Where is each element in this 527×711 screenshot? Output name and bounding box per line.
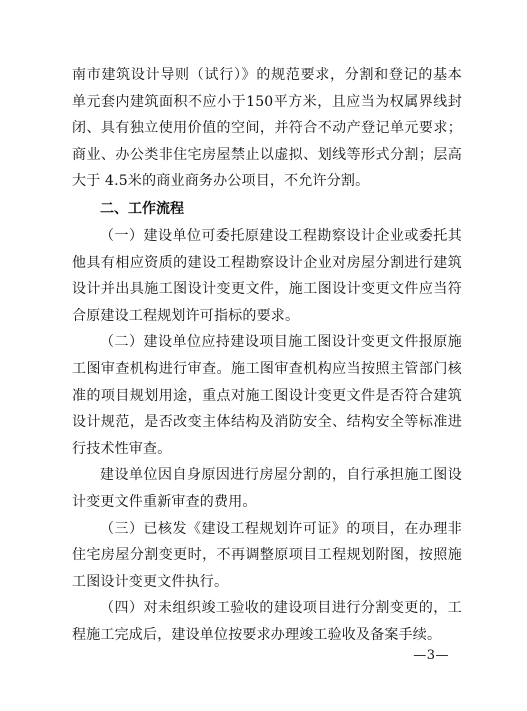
paragraph-cost-note: 建设单位因自身原因进行房屋分割的，自行承担施工图设计变更文件重新审查的费用。 — [72, 467, 462, 510]
paragraph-step-2: （二）建设单位应持建设项目施工图设计变更文件报原施工图审查机构进行审查。施工图审查机构应当按照主管部门核准的项目规划用途，重点对施工图设计变更文件是否符合建筑设计规范，是否改变主体结构及消防安全、结构安全等标准进行技术性审查。 — [72, 334, 462, 457]
section-heading-workflow: 二、工作流程 — [100, 200, 184, 217]
page-number: —3— — [413, 648, 449, 663]
paragraph-step-1: （一）建设单位可委托原建设工程勘察设计企业或委托其他具有相应资质的建设工程勘察设计企业对房屋分割进行建筑设计并出具施工图设计变更文件，施工图设计变更文件应当符合原建设工程规划许可指标的要求。 — [72, 227, 462, 324]
paragraph-step-3: （三）已核发《建设工程规划许可证》的项目，在办理非住宅房屋分割变更时，不再调整原项目工程规划附图，按照施工图设计变更文件执行。 — [72, 520, 462, 590]
document-body — [72, 62, 462, 648]
paragraph-continuation: 南市建筑设计导则（试行）》的规范要求，分割和登记的基本单元套内建筑面积不应小于150平方米，且应当为权属界线封闭、具有独立使用价值的空间，并符合不动产登记单元要求；商业、办公类非住宅房屋禁止以虚拟、划线等形式分割；层高大于 4.5米的商业商务办公项目，不允许分割。 — [72, 67, 462, 190]
paragraph-step-4: （四）对未组织竣工验收的建设项目进行分割变更的，工程施工完成后，建设单位按要求办理竣工验收及备案手续。 — [72, 600, 462, 643]
